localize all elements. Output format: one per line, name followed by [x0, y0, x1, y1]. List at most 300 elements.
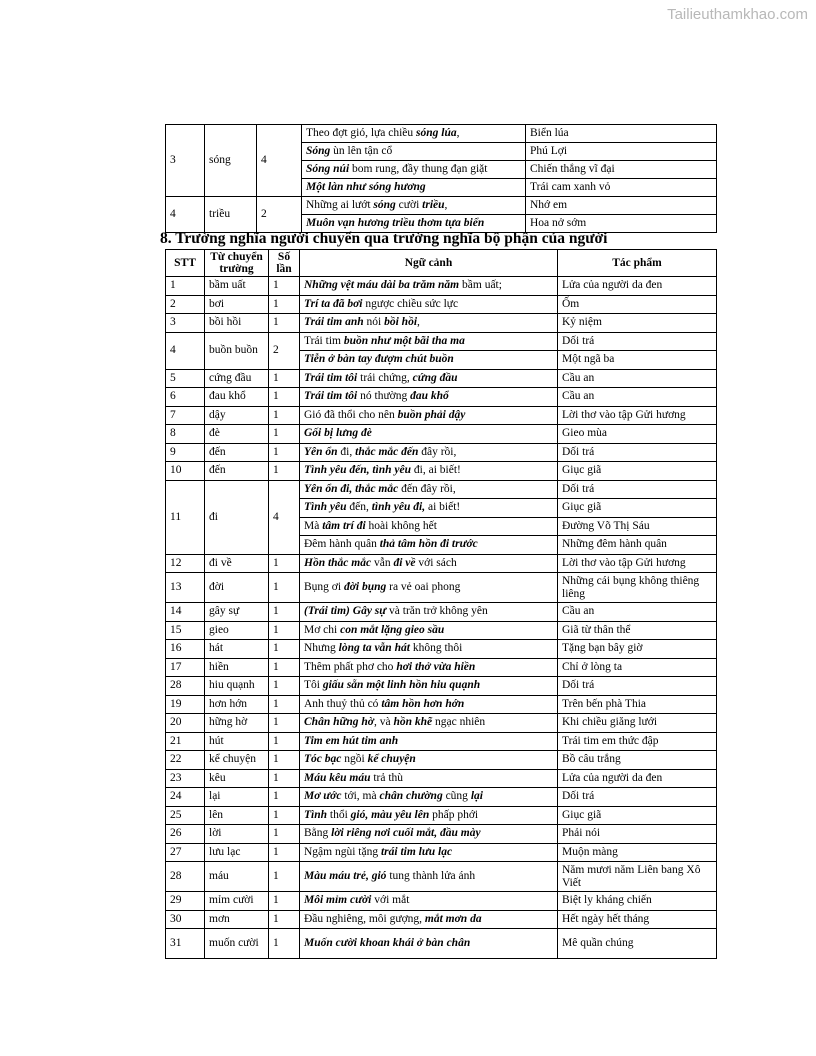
context-text: Tình yêu: [304, 501, 347, 514]
context-text: ,: [417, 316, 420, 329]
cell-context: [300, 499, 558, 518]
cell-context: [300, 536, 558, 555]
context-text: lời riêng nơi cuối mắt, đầu mày: [331, 827, 481, 840]
context-text: thắc mắc đến: [355, 445, 419, 458]
cell-count: 1: [269, 277, 300, 296]
table-row: [166, 554, 717, 573]
cell-count: 1: [269, 621, 300, 640]
cell-context: [302, 197, 526, 215]
cell-count: 1: [269, 732, 300, 751]
context-text: Một làn như sóng hương: [306, 181, 426, 193]
cell-count: 1: [269, 295, 300, 314]
cell-work: Dối trá: [558, 788, 717, 807]
cell-count: 1: [269, 314, 300, 333]
context-text: Mơ ước: [304, 790, 342, 803]
cell-context: [300, 406, 558, 425]
header-word: Từ chuyển trường: [205, 250, 269, 277]
context-text: cũng: [442, 790, 471, 803]
context-text: nó thường: [357, 390, 411, 403]
cell-count: 1: [269, 425, 300, 444]
context-text: buồn phải dậy: [397, 408, 466, 421]
cell-stt: 10: [166, 462, 205, 481]
cell-stt: 26: [166, 825, 205, 844]
context-text: Tim em hút tim anh: [304, 734, 399, 747]
cell-work: Cầu an: [558, 603, 717, 622]
context-text: vẫn: [371, 556, 394, 569]
context-text: giấu sẵn một linh hồn hiu quạnh: [322, 679, 481, 692]
cell-word: hát: [205, 640, 269, 659]
context-text: cứng đầu: [412, 371, 458, 384]
context-text: đi về: [393, 556, 416, 569]
table-row: [166, 621, 717, 640]
cell-work: Cầu an: [558, 369, 717, 388]
cell-work: Ốm: [558, 295, 717, 314]
cell-count: 1: [269, 658, 300, 677]
cell-context: [300, 573, 558, 603]
cell-work: Gieo mùa: [558, 425, 717, 444]
table-row: [166, 425, 717, 444]
context-text: Muốn cười khoan khái ở bàn chân: [304, 937, 471, 949]
cell-context: [300, 462, 558, 481]
table-row: [166, 603, 717, 622]
context-text: Những ai lướt: [306, 199, 374, 211]
cell-work: Lời thơ vào tập Gửi hương: [558, 554, 717, 573]
context-text: Yên ổn: [304, 445, 338, 458]
context-text: sóng: [373, 199, 396, 211]
context-text: buồn như một bãi tha ma: [343, 334, 465, 347]
cell-context: [300, 751, 558, 770]
cell-context: [300, 425, 558, 444]
context-text: và trăn trở không yên: [386, 605, 488, 618]
cell-work: Cầu an: [558, 388, 717, 407]
cell-word: dậy: [205, 406, 269, 425]
cell-word: muốn cười: [205, 929, 269, 959]
header-stt: STT: [166, 250, 205, 277]
table-row: [166, 843, 717, 862]
cell-stt: 22: [166, 751, 205, 770]
cell-word: hút: [205, 732, 269, 751]
context-text: cười: [395, 199, 423, 211]
cell-stt: 6: [166, 388, 205, 407]
context-text: Tiễn ở bàn tay đượm chút buồn: [304, 353, 454, 366]
context-text: ùn lên tận cổ: [330, 145, 393, 157]
cell-word: sóng: [205, 125, 257, 197]
cell-word: bầm uất: [205, 277, 269, 296]
context-text: Sóng: [306, 145, 331, 157]
cell-work: Lửa của người da đen: [558, 277, 717, 296]
cell-context: [300, 677, 558, 696]
cell-count: 1: [269, 640, 300, 659]
cell-count: 1: [269, 554, 300, 573]
table-row: [166, 751, 717, 770]
cell-work: Muộn màng: [558, 843, 717, 862]
cell-work: Giục giã: [558, 806, 717, 825]
cell-work: Giã từ thân thể: [558, 621, 717, 640]
cell-work: Hoa nở sớm: [526, 215, 717, 233]
cell-word: hiền: [205, 658, 269, 677]
cell-word: mỉm cười: [205, 892, 269, 911]
cell-work: Phú Lợi: [526, 143, 717, 161]
context-text: Bụng ơi: [304, 581, 344, 593]
cell-count: 1: [269, 695, 300, 714]
context-text: tới, mà: [341, 790, 380, 803]
cell-stt: 1: [166, 277, 205, 296]
cell-work: Trên bến phà Thia: [558, 695, 717, 714]
cell-context: [300, 910, 558, 929]
cell-context: [300, 892, 558, 911]
cell-work: Biệt ly kháng chiến: [558, 892, 717, 911]
table-row: [166, 695, 717, 714]
cell-count: 1: [269, 369, 300, 388]
cell-stt: 3: [166, 314, 205, 333]
cell-count: 1: [269, 892, 300, 911]
table-row: [166, 714, 717, 733]
cell-context: [300, 277, 558, 296]
cell-work: Dối trá: [558, 480, 717, 499]
context-text: tâm hồn hơn hớn: [381, 697, 465, 710]
context-text: Gối bị lưng đè: [304, 427, 372, 440]
cell-stt: 5: [166, 369, 205, 388]
context-text: Gió đã thổi cho nên: [304, 408, 398, 421]
context-text: hoài không hết: [365, 519, 437, 532]
context-text: sóng lúa: [416, 127, 457, 139]
cell-context: [302, 125, 526, 143]
context-text: Tình: [304, 808, 328, 821]
cell-context: [300, 480, 558, 499]
table-row: [166, 197, 717, 215]
cell-stt: 23: [166, 769, 205, 788]
cell-work: Phải nói: [558, 825, 717, 844]
context-text: kể chuyện: [367, 753, 416, 766]
cell-stt: 25: [166, 806, 205, 825]
cell-stt: 29: [166, 892, 205, 911]
section-heading: 8. Trường nghĩa người chuyển qua trường nghĩa bộ phận của người: [160, 230, 608, 247]
cell-work: Trái cam xanh vỏ: [526, 179, 717, 197]
cell-work: Biển lúa: [526, 125, 717, 143]
table-row: [166, 462, 717, 481]
table-row: [166, 892, 717, 911]
cell-work: Dối trá: [558, 443, 717, 462]
table-row: [166, 443, 717, 462]
cell-work: Dối trá: [558, 677, 717, 696]
context-text: Sóng núi: [306, 163, 350, 175]
cell-count: 1: [269, 751, 300, 770]
table-row: [166, 388, 717, 407]
context-text: tình yêu đi,: [371, 501, 426, 514]
context-text: thổi: [327, 808, 351, 821]
cell-work: Dối trá: [558, 332, 717, 351]
cell-count: 1: [269, 443, 300, 462]
context-text: trả thù: [370, 771, 404, 784]
context-text: không thôi: [409, 642, 463, 655]
table-row: [166, 369, 717, 388]
cell-work: Trái tim em thức đập: [558, 732, 717, 751]
context-text: Tình yêu đến, tình yêu: [304, 464, 412, 477]
cell-context: [300, 295, 558, 314]
table-row: [166, 332, 717, 351]
context-text: Tóc bạc: [304, 753, 342, 766]
cell-work: Năm mươi năm Liên bang Xô Viết: [558, 862, 717, 892]
context-text: Mà: [304, 519, 323, 532]
cell-stt: 15: [166, 621, 205, 640]
cell-stt: 11: [166, 480, 205, 554]
context-text: Thêm phất phơ cho: [304, 660, 397, 673]
cell-count: 1: [269, 603, 300, 622]
table-row: [166, 732, 717, 751]
context-text: Môi mỉm cười: [304, 894, 372, 907]
context-text: con mắt lặng gieo sầu: [340, 623, 445, 636]
cell-work: Lửa của người da đen: [558, 769, 717, 788]
cell-context: [300, 843, 558, 862]
context-text: Mơ chi: [304, 623, 341, 636]
cell-count: 1: [269, 573, 300, 603]
cell-stt: 3: [166, 125, 205, 197]
cell-context: [300, 806, 558, 825]
context-text: Muôn vạn hương triều thơm tựa biển: [306, 217, 485, 229]
context-text: mắt mơn da: [424, 912, 482, 925]
table-row: [166, 825, 717, 844]
cell-stt: 20: [166, 714, 205, 733]
context-text: thả tâm hồn đi trước: [379, 538, 478, 551]
context-text: Tôi: [304, 679, 323, 692]
context-text: tung thành lửa ánh: [386, 870, 476, 882]
cell-count: 1: [269, 788, 300, 807]
cell-word: mơn: [205, 910, 269, 929]
cell-work: Nhớ em: [526, 197, 717, 215]
context-text: Trí ta đã bơi: [304, 297, 363, 310]
table-row: [166, 480, 717, 499]
cell-context: [300, 621, 558, 640]
cell-word: bơi: [205, 295, 269, 314]
context-text: lại: [470, 790, 483, 803]
cell-count: 1: [269, 769, 300, 788]
cell-word: gây sự: [205, 603, 269, 622]
context-text: với sách: [415, 556, 457, 569]
cell-stt: 14: [166, 603, 205, 622]
cell-count: 2: [269, 332, 300, 369]
cell-word: đi: [205, 480, 269, 554]
cell-work: Hết ngày hết tháng: [558, 910, 717, 929]
cell-work: Giục giã: [558, 499, 717, 518]
context-text: Máu kêu máu: [304, 771, 371, 784]
context-text: đến,: [346, 501, 372, 514]
context-text: đây rồi,: [418, 445, 457, 458]
context-text: bồi hồi: [384, 316, 418, 329]
cell-context: [300, 788, 558, 807]
table-row: [166, 640, 717, 659]
cell-count: 2: [257, 197, 302, 233]
context-text: Yên ổn đi, thắc mắc: [304, 482, 399, 495]
context-text: đến đây rồi,: [398, 482, 456, 495]
cell-work: Những cái bụng không thiêng liêng: [558, 573, 717, 603]
cell-count: 1: [269, 677, 300, 696]
cell-stt: 12: [166, 554, 205, 573]
cell-context: [300, 769, 558, 788]
cell-context: [300, 332, 558, 351]
context-text: phấp phới: [429, 808, 479, 821]
cell-context: [300, 862, 558, 892]
cell-count: 1: [269, 406, 300, 425]
table-row: [166, 658, 717, 677]
cell-stt: 19: [166, 695, 205, 714]
cell-stt: 7: [166, 406, 205, 425]
context-text: Nhưng: [304, 642, 339, 655]
context-text: đi, ai biết!: [411, 464, 461, 477]
table-row: [166, 910, 717, 929]
table-body-part-words: [165, 249, 717, 959]
context-text: đi,: [337, 445, 356, 458]
cell-work: Giục giã: [558, 462, 717, 481]
table-header-row: [166, 250, 717, 277]
context-text: Theo đợt gió, lựa chiều: [306, 127, 417, 139]
cell-word: hơn hớn: [205, 695, 269, 714]
context-text: (Trái tim) Gây sự: [304, 605, 387, 618]
context-text: bom rung, đầy thung đạn giặt: [349, 163, 488, 175]
header-context: Ngữ cảnh: [300, 250, 558, 277]
cell-count: 4: [257, 125, 302, 197]
cell-context: [302, 143, 526, 161]
context-text: Trái tim: [304, 334, 344, 347]
cell-stt: 2: [166, 295, 205, 314]
cell-stt: 13: [166, 573, 205, 603]
cell-word: kể chuyện: [205, 751, 269, 770]
cell-work: Lời thơ vào tập Gửi hương: [558, 406, 717, 425]
table-row: [166, 314, 717, 333]
cell-context: [300, 658, 558, 677]
cell-work: Bồ câu trắng: [558, 751, 717, 770]
cell-word: gieo: [205, 621, 269, 640]
cell-count: 1: [269, 910, 300, 929]
cell-work: Những đêm hành quân: [558, 536, 717, 555]
cell-context: [302, 161, 526, 179]
cell-context: [300, 825, 558, 844]
cell-word: máu: [205, 862, 269, 892]
context-text: đời bụng: [343, 581, 387, 593]
cell-count: 1: [269, 825, 300, 844]
context-text: Bằng: [304, 827, 332, 840]
cell-stt: 24: [166, 788, 205, 807]
context-text: , và: [373, 716, 394, 729]
cell-context: [300, 388, 558, 407]
context-text: chân chường: [379, 790, 443, 803]
context-text: với mắt: [371, 894, 410, 907]
cell-count: 1: [269, 843, 300, 862]
context-text: đau khổ: [410, 390, 449, 403]
context-text: hồn khẽ: [393, 716, 433, 729]
cell-stt: 31: [166, 929, 205, 959]
context-text: trái tim lưu lạc: [380, 845, 453, 858]
context-text: Trái tim tôi: [304, 390, 358, 403]
cell-context: [300, 314, 558, 333]
context-text: Trái tim anh: [304, 316, 364, 329]
cell-context: [300, 640, 558, 659]
context-text: Anh thuỷ thủ có: [304, 697, 382, 710]
context-text: nói: [363, 316, 385, 329]
context-text: Trái tim tôi: [304, 371, 358, 384]
context-text: ngồi: [341, 753, 368, 766]
cell-work: Chỉ ở lòng ta: [558, 658, 717, 677]
context-text: lòng ta vẫn hát: [338, 642, 410, 655]
cell-work: Chiến thắng vĩ đại: [526, 161, 717, 179]
cell-word: đời: [205, 573, 269, 603]
cell-count: 1: [269, 806, 300, 825]
context-text: Đêm hành quân: [304, 538, 380, 551]
cell-word: triều: [205, 197, 257, 233]
cell-context: [300, 369, 558, 388]
cell-stt: 8: [166, 425, 205, 444]
table-row: [166, 677, 717, 696]
table-row: [166, 806, 717, 825]
cell-word: lại: [205, 788, 269, 807]
cell-word: lưu lạc: [205, 843, 269, 862]
context-text: Hồn thắc mắc: [304, 556, 372, 569]
header-work: Tác phẩm: [558, 250, 717, 277]
context-text: ngược chiều sức lực: [362, 297, 459, 310]
context-text: ,: [456, 127, 460, 139]
cell-word: đau khổ: [205, 388, 269, 407]
context-text: triều: [422, 199, 445, 211]
table-row: [166, 295, 717, 314]
context-text: ra vẻ oai phong: [386, 581, 461, 593]
cell-stt: 27: [166, 843, 205, 862]
cell-work: Mê quần chúng: [558, 929, 717, 959]
cell-context: [300, 351, 558, 370]
table-row: [166, 125, 717, 143]
cell-count: 1: [269, 462, 300, 481]
cell-count: 1: [269, 862, 300, 892]
context-text: Đầu nghiêng, môi gượng,: [304, 912, 425, 925]
context-text: Ngậm ngùi tặng: [304, 845, 381, 858]
cell-count: 1: [269, 714, 300, 733]
cell-work: Đường Võ Thị Sáu: [558, 517, 717, 536]
context-text: Màu máu trẻ, gió: [304, 870, 387, 882]
cell-work: Tặng bạn bây giờ: [558, 640, 717, 659]
cell-stt: 30: [166, 910, 205, 929]
cell-word: đi về: [205, 554, 269, 573]
cell-context: [300, 517, 558, 536]
cell-word: lời: [205, 825, 269, 844]
cell-word: kêu: [205, 769, 269, 788]
table-row: [166, 788, 717, 807]
cell-work: Kỷ niệm: [558, 314, 717, 333]
context-text: ai biết!: [425, 501, 461, 514]
cell-word: đến: [205, 462, 269, 481]
cell-context: [300, 554, 558, 573]
table-row: [166, 406, 717, 425]
watermark: Tailieuthamkhao.com: [667, 6, 808, 23]
cell-word: buồn buồn: [205, 332, 269, 369]
cell-work: Khi chiều giăng lưới: [558, 714, 717, 733]
cell-context: [300, 695, 558, 714]
cell-work: Một ngã ba: [558, 351, 717, 370]
table-row: [166, 277, 717, 296]
cell-word: lên: [205, 806, 269, 825]
cell-word: đè: [205, 425, 269, 444]
cell-context: [300, 929, 558, 959]
table-row: [166, 769, 717, 788]
cell-context: [300, 732, 558, 751]
context-text: Chân hững hờ: [304, 716, 374, 729]
cell-stt: 4: [166, 332, 205, 369]
context-text: trái chứng,: [357, 371, 413, 384]
context-text: bầm uất;: [459, 279, 502, 292]
header-count: Số lần: [269, 250, 300, 277]
context-text: gió, màu yêu lên: [350, 808, 430, 821]
table-row: [166, 573, 717, 603]
context-text: hơi thở vừa hiền: [396, 660, 476, 673]
cell-stt: 4: [166, 197, 205, 233]
cell-count: 1: [269, 929, 300, 959]
